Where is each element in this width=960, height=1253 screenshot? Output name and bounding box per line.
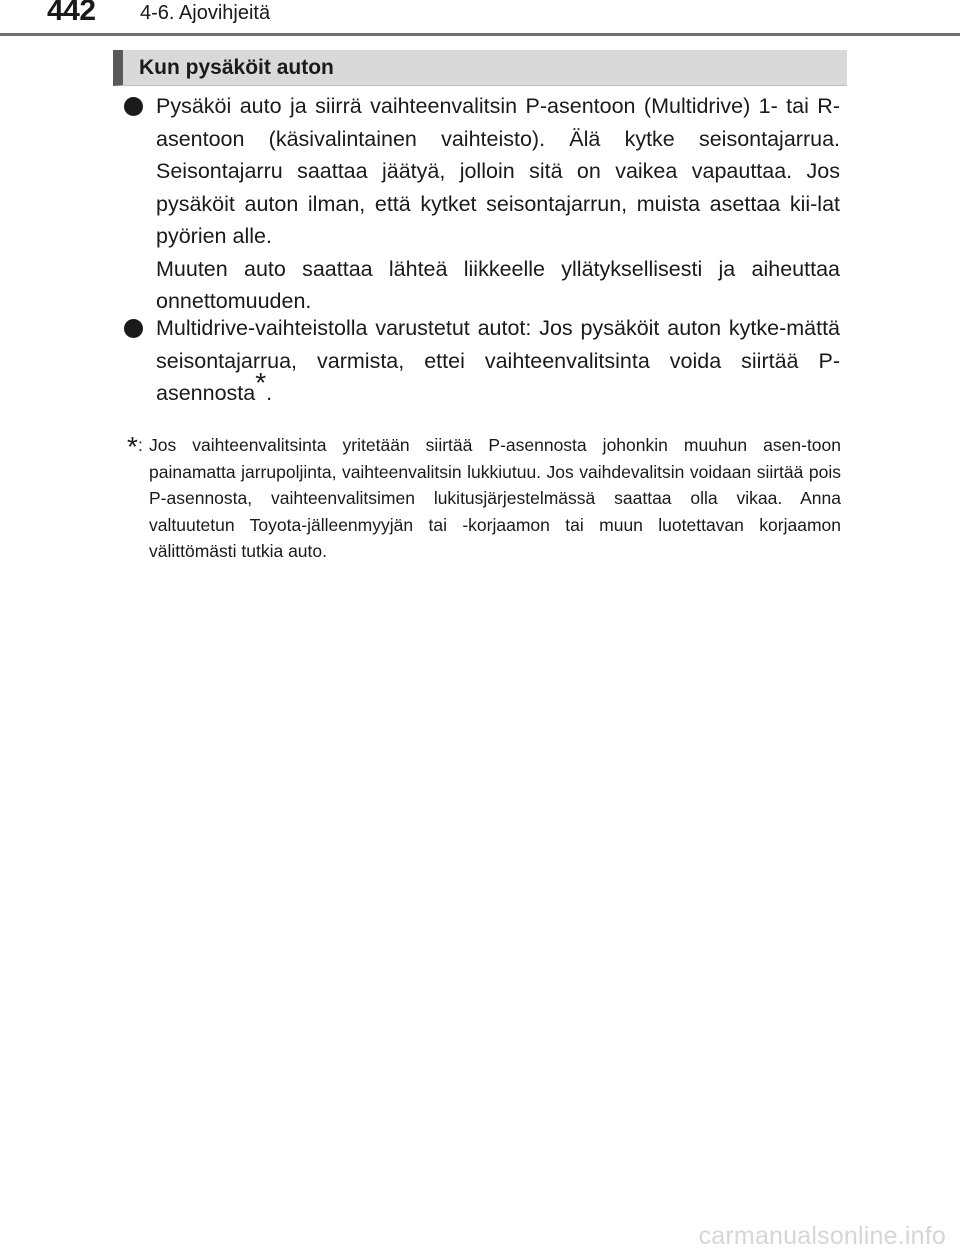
footnote-reference: *	[255, 367, 267, 398]
bullet-paragraph: Muuten auto saattaa lähteä liikkeelle yllätyksellisesti ja aiheuttaa onnettomuuden.	[156, 256, 840, 313]
page-header	[0, 0, 960, 40]
chapter-title: 4-6. Ajovihjeitä	[140, 2, 271, 24]
bullet-paragraph	[156, 312, 840, 410]
section-heading-bar	[113, 50, 847, 86]
bullet-icon	[124, 319, 143, 338]
bullet-item-multidrive	[124, 312, 840, 410]
footnote-marker: *	[127, 431, 138, 462]
page-number: 442	[47, 0, 96, 27]
footnote-text: Jos vaihteenvalitsinta yritetään siirtää P-asennosta johonkin muuhun asen-toon painamatta jarrupoljinta, vaihteenvalitsin lukkiutuu. Jos vaihdevalitsin voidaan siirtää pois P-asennosta, vaihteenvalitsimen lukitusjärjestelmässä saattaa olla vikaa. Anna valtuutetun Toyota-jälleenmyyjän tai -korjaamon tai muun luotettavan korjaamon välittömästi tutkia auto.	[149, 435, 841, 561]
bullet-paragraph: Pysäköi auto ja siirrä vaihteenvalitsin P-asentoon (Multidrive) 1- tai R-asentoon (käsivalintainen vaihteisto). Älä kytke seisontajarrua. Seisontajarru saattaa jäätyä, jolloin sitä on vaikea vapauttaa. Jos pysäköit auton ilman, että kytket seisontajarrun, muista asettaa kii-lat pyörien alle.	[156, 94, 840, 248]
watermark: carmanualsonline.info	[698, 1222, 946, 1250]
bullet-icon	[124, 97, 143, 116]
footnote-colon: :	[138, 435, 143, 455]
bullet-body	[156, 312, 840, 410]
footnote	[127, 432, 841, 565]
section-heading: Kun pysäköit auton	[139, 56, 334, 79]
header-rule	[0, 33, 960, 36]
bullet-item-parking	[124, 90, 840, 318]
bullet-body	[156, 90, 840, 318]
bullet-text: Multidrive-vaihteistolla varustetut autot: Jos pysäköit auton kytke-mättä seisontajarrua, varmista, ettei vaihteenvalitsinta voida siirtää P-asennosta	[156, 316, 840, 405]
sentence-end: .	[266, 381, 273, 405]
